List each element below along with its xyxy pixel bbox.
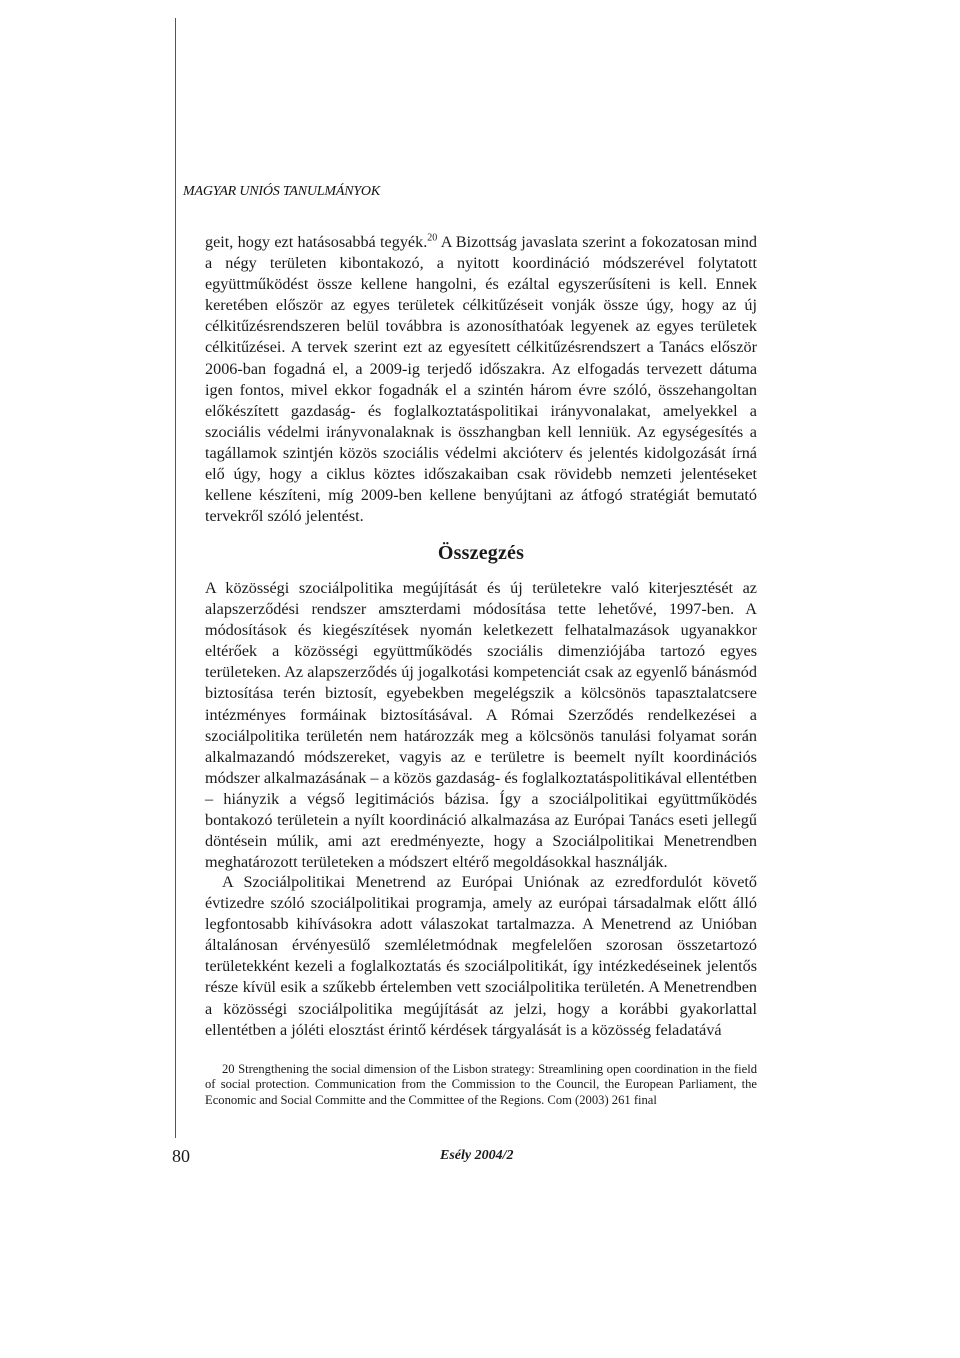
paragraph-1-start: geit, hogy ezt hatásosabbá tegyék. xyxy=(205,233,428,251)
running-head: MAGYAR UNIÓS TANULMÁNYOK xyxy=(183,184,380,199)
page-number: 80 xyxy=(172,1146,190,1166)
paragraph-1-rest: A Bizottság javaslata szerint a fokozatosan mind a négy területen kibontakozó, a nyitott koordináció módszerével folytatott együttműködést össze kellene hangolni, és ezáltal egyszerűsíteni is kell. Ennek keretében először az egyes területek célkitűzéseit vonják össze úgy, hogy az új célkitűzésrendszeren belül továbbra is azonosíthatóak legyenek az egyes területek célkitűzései. A tervek szerint ezt az egyesített célkitűzésrendszert a Tanács először 2006-ban fogadná el, a 2009-ig terjedő időszakra. Az elfogadás tervezett dátuma igen fontos, mivel ekkor fogadnák el a szintén három évre szóló, összehangoltan előkészített gazdaság- és foglalkoztatáspolitikai irányvonalakat, amelyekkel a szociális védelmi irányvonalaknak is összhangban kell lenniük. Az egységesítés a tagállamok szintjén közös szociális védelmi akcióterv és jelentés kidolgozását írná elő úgy, hogy a ciklus köztes időszakaiban csak rövidebb nemzeti jelentéseket kellene készíteni, míg 2009-ben kellene benyújtani az átfogó stratégiát bemutató tervekről szóló jelentést. xyxy=(205,233,758,526)
paragraph-3: A Szociálpolitikai Menetrend az Európai Uniónak az ezredfordulót követő évtizedre szóló szociálpolitikai programja, amely az európai társadalmak előtt álló legfontosabb kihívásokra adott válaszokat tartalmazza. A Menetrend az Unióban általánosan érvényesülő szemléletmódnak megfelelően szorosan összetartozó területekként kezeli a foglalkoztatás és szociálpolitikát, így intézkedéseinek jelentős része kívül esik a szűkebb értelemben vett szociálpolitika területén. A Menetrendben a közösségi szociálpolitika megújítását az jelzi, hogy a korábbi gyakorlattal ellentétben a jóléti elosztást érintő kérdések tárgyalását is a közösség feladatává xyxy=(205,873,757,1039)
journal-name: Esély 2004/2 xyxy=(440,1148,514,1163)
footnote-reference: 20 xyxy=(427,232,438,244)
margin-rule xyxy=(175,18,176,1138)
footnote: 20 Strengthening the social dimension of the Lisbon strategy: Streamlining open coordination in the field of social protection. Communication from the Commission to the Council, the European Parliament, the Economic and Social Committe and the Committee of the Regions. Com (2003) 261 final xyxy=(205,1062,757,1107)
paragraph-2: A közösségi szociálpolitika megújítását és új területekre való kiterjesztését az alapszerződési rendszer amszterdami módosítása tette lehetővé, 1997-ben. A módosítások és kiegészítések nyomán keletkezett felhatalmazások ugyanakkor eltérőek a közösségi együttműködés szociális dimenziójába tartozó egyes területeken. Az alapszerződés új jogalkotási kompetenciát csak az egyenlő bánásmód biztosítása terén biztosít, egyebekben megelégszik a kölcsönös tapasztalatcsere intézményes formáinak biztosításával. A Római Szerződés rendelkezései a szociálpolitika területén nem határozzák meg a kölcsönös tanulási folyamat során alkalmazandó módszereket, vagyis az e területre is beemelt nyílt koordinációs módszer alkalmazásának – a közös gazdaság- és foglalkoztatáspolitikával ellentétben – hiányzik a végső legitimációs bázisa. Így a szociálpolitikai együttműködés bontakozó területein a nyílt koordináció alkalmazása az Európai Tanács eseti jellegű döntésein múlik, ami azt eredményezte, hogy a Szociálpolitikai Menetrendben meghatározott területeken a módszert eltérő megoldásokkal használják. xyxy=(205,579,757,872)
paragraph-1 xyxy=(205,232,757,527)
section-heading: Összegzés xyxy=(437,542,525,564)
